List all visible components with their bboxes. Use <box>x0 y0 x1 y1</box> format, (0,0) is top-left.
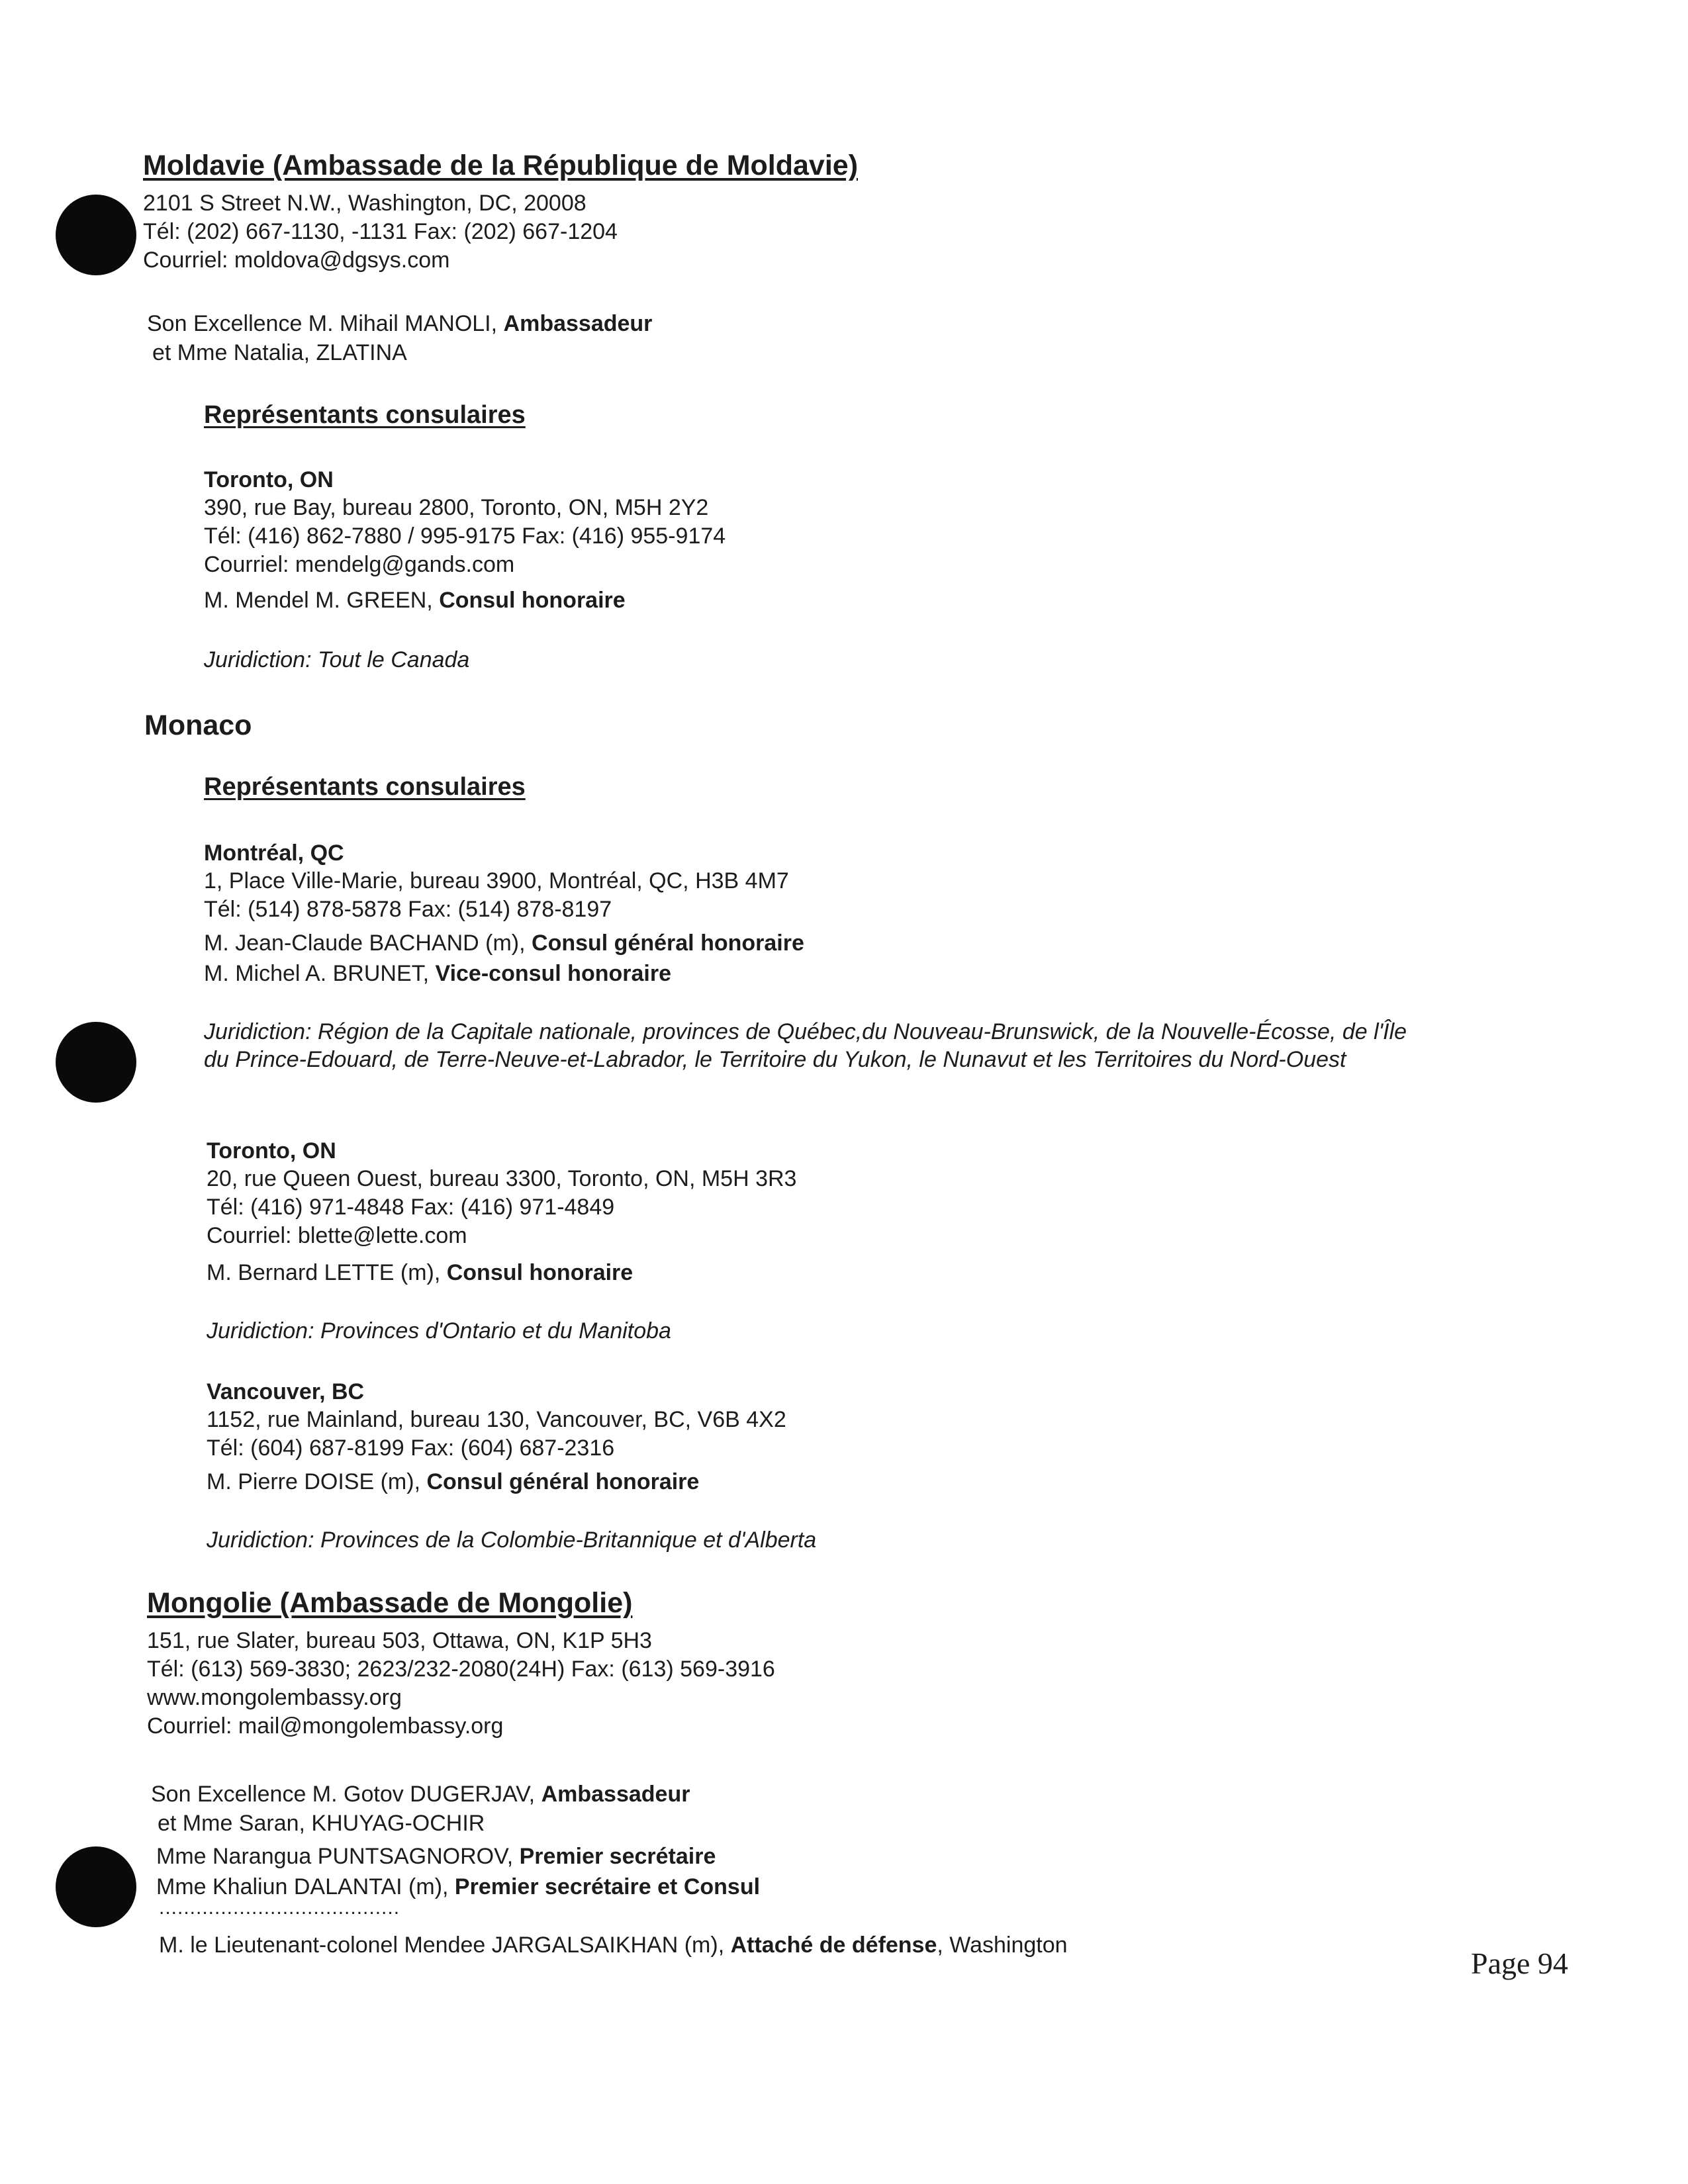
monaco-vancouver-contact <box>207 1406 786 1463</box>
mongolie-first-secretary-consul-name: Mme Khaliun DALANTAI (m), <box>156 1874 455 1899</box>
moldavie-consular-heading: Représentants consulaires <box>204 401 526 429</box>
moldavie-contact <box>143 189 618 275</box>
binder-hole-middle <box>56 1022 136 1103</box>
binder-hole-top <box>56 195 136 275</box>
monaco-montreal-contact <box>204 867 789 924</box>
mongolie-ambassador-name: Son Excellence M. Gotov DUGERJAV, <box>151 1782 541 1807</box>
monaco-vancouver-address: 1152, rue Mainland, bureau 130, Vancouver, BC, V6B 4X2 <box>207 1407 786 1432</box>
monaco-montreal-jurisdiction-line1: Juridiction: Région de la Capitale nationale, provinces de Québec,du Nouveau-Brunswick, de la Nouvelle-Écosse, de l'Île <box>204 1019 1407 1044</box>
mongolie-spouse: et Mme Saran, KHUYAG-OCHIR <box>158 1811 485 1836</box>
mongolie-first-secretary-consul-title: Premier secrétaire et Consul <box>454 1874 761 1899</box>
monaco-toronto-phone: Tél: (416) 971-4848 Fax: (416) 971-4849 <box>207 1195 615 1220</box>
monaco-toronto-consul-name: M. Bernard LETTE (m), <box>207 1260 447 1285</box>
monaco-toronto-contact <box>207 1165 796 1250</box>
moldavie-ambassador-title: Ambassadeur <box>503 311 653 336</box>
moldavie-spouse: et Mme Natalia, ZLATINA <box>152 340 407 365</box>
monaco-toronto-address: 20, rue Queen Ouest, bureau 3300, Toronto, ON, M5H 3R3 <box>207 1166 797 1191</box>
monaco-vancouver-phone: Tél: (604) 687-8199 Fax: (604) 687-2316 <box>207 1435 615 1461</box>
moldavie-heading: Moldavie (Ambassade de la République de Moldavie) <box>143 150 859 181</box>
page-number: Page 94 <box>1471 1946 1568 1980</box>
mongolie-ambassador-title: Ambassadeur <box>541 1782 690 1807</box>
moldavie-toronto-phone: Tél: (416) 862-7880 / 995-9175 Fax: (416) 955-9174 <box>204 523 726 549</box>
monaco-consular-heading: Représentants consulaires <box>204 773 526 801</box>
moldavie-toronto-consul-name: M. Mendel M. GREEN, <box>204 588 440 613</box>
mongolie-defense-attache <box>159 1933 1068 1958</box>
moldavie-ambassador-name: Son Excellence M. Mihail MANOLI, <box>147 311 504 336</box>
mongolie-first-secretary-name: Mme Narangua PUNTSAGNOROV, <box>156 1844 520 1869</box>
moldavie-ambassador <box>147 311 652 337</box>
mongolie-separator: ....................................... <box>159 1897 400 1919</box>
monaco-montreal-vice-consul-name: M. Michel A. BRUNET, <box>204 961 436 986</box>
moldavie-email: Courriel: moldova@dgsys.com <box>143 248 450 273</box>
monaco-toronto-jurisdiction: Juridiction: Provinces d'Ontario et du Manitoba <box>207 1318 671 1343</box>
monaco-vancouver-jurisdiction: Juridiction: Provinces de la Colombie-Britannique et d'Alberta <box>207 1527 817 1553</box>
mongolie-defense-attache-location: , Washington <box>937 1933 1068 1958</box>
monaco-montreal-phone: Tél: (514) 878-5878 Fax: (514) 878-8197 <box>204 897 612 922</box>
monaco-montreal-consul-general-title: Consul général honoraire <box>532 931 804 956</box>
mongolie-first-secretary <box>156 1844 716 1870</box>
moldavie-address: 2101 S Street N.W., Washington, DC, 20008 <box>143 191 586 216</box>
monaco-vancouver-consul-name: M. Pierre DOISE (m), <box>207 1469 427 1494</box>
monaco-heading: Monaco <box>144 709 252 741</box>
mongolie-first-secretary-title: Premier secrétaire <box>519 1844 716 1869</box>
mongolie-email: Courriel: mail@mongolembassy.org <box>147 1713 504 1739</box>
monaco-montreal-consul-general-name: M. Jean-Claude BACHAND (m), <box>204 931 532 956</box>
mongolie-contact <box>147 1627 775 1741</box>
mongolie-heading: Mongolie (Ambassade de Mongolie) <box>147 1587 633 1619</box>
moldavie-phone: Tél: (202) 667-1130, -1131 Fax: (202) 667-1204 <box>143 219 618 244</box>
moldavie-toronto-jurisdiction: Juridiction: Tout le Canada <box>204 647 470 672</box>
moldavie-toronto-email: Courriel: mendelg@gands.com <box>204 552 515 577</box>
mongolie-website: www.mongolembassy.org <box>147 1685 402 1710</box>
mongolie-address: 151, rue Slater, bureau 503, Ottawa, ON, K1P 5H3 <box>147 1628 652 1653</box>
mongolie-ambassador <box>151 1782 690 1807</box>
mongolie-defense-attache-name: M. le Lieutenant-colonel Mendee JARGALSAIKHAN (m), <box>159 1933 731 1958</box>
moldavie-toronto-consul-title: Consul honoraire <box>439 588 626 613</box>
moldavie-toronto-contact <box>204 494 726 579</box>
monaco-montreal-jurisdiction <box>204 1018 1407 1073</box>
monaco-vancouver-consul-title: Consul général honoraire <box>426 1469 700 1494</box>
monaco-montreal-city: Montréal, QC <box>204 841 344 866</box>
monaco-montreal-consul-general <box>204 931 804 956</box>
monaco-montreal-jurisdiction-line2: du Prince-Edouard, de Terre-Neuve-et-Labrador, le Territoire du Yukon, le Nunavut et les Territoires du Nord-Ouest <box>204 1047 1346 1072</box>
monaco-vancouver-city: Vancouver, BC <box>207 1379 365 1404</box>
monaco-vancouver-consul <box>207 1469 699 1495</box>
mongolie-defense-attache-title: Attaché de défense <box>730 1933 937 1958</box>
moldavie-toronto-consul <box>204 588 626 614</box>
monaco-montreal-vice-consul-title: Vice-consul honoraire <box>435 961 671 986</box>
monaco-toronto-consul-title: Consul honoraire <box>446 1260 633 1285</box>
mongolie-phone: Tél: (613) 569-3830; 2623/232-2080(24H) Fax: (613) 569-3916 <box>147 1657 775 1682</box>
monaco-montreal-vice-consul <box>204 961 671 987</box>
monaco-toronto-city: Toronto, ON <box>207 1138 336 1163</box>
binder-hole-bottom <box>56 1846 136 1927</box>
moldavie-toronto-address: 390, rue Bay, bureau 2800, Toronto, ON, M5H 2Y2 <box>204 495 709 520</box>
monaco-toronto-email: Courriel: blette@lette.com <box>207 1223 467 1248</box>
monaco-toronto-consul <box>207 1260 633 1286</box>
moldavie-toronto-city: Toronto, ON <box>204 467 334 492</box>
monaco-montreal-address: 1, Place Ville-Marie, bureau 3900, Montréal, QC, H3B 4M7 <box>204 868 789 893</box>
